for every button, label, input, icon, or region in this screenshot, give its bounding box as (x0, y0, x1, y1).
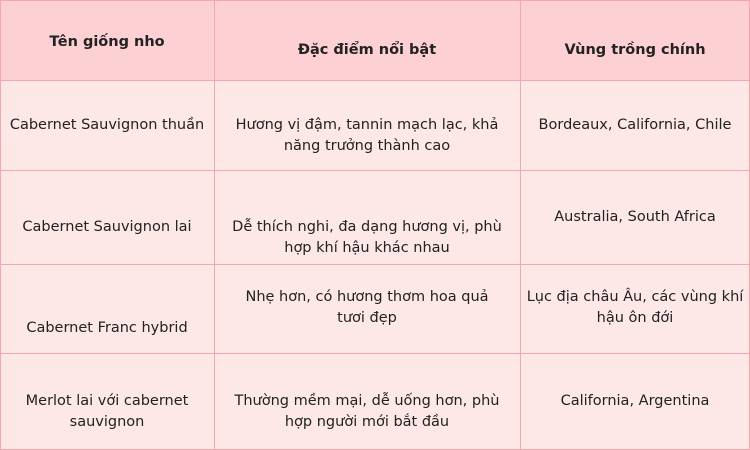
table-cell-r4-grape: Merlot lai với cabernet sauvignon (25, 393, 189, 430)
row-divider (0, 353, 750, 354)
header-grape-name: Tên giống nho (0, 0, 214, 81)
table-cell-r2-characteristics: Dễ thích nghi, đa dạng hương vị, phù hợp khí hậu khác nhau (232, 219, 502, 256)
header-characteristics: Đặc điểm nổi bật (214, 0, 520, 81)
table-cell-r2-region: Australia, South Africa (554, 209, 716, 225)
row-divider (0, 0, 750, 1)
header-growing-region: Vùng trồng chính (520, 0, 750, 81)
table-cell-r3-characteristics: Nhẹ hơn, có hương thơm hoa quả tươi đẹp (245, 289, 489, 326)
row-divider (0, 264, 750, 265)
column-divider (0, 0, 1, 450)
table-cell-r3-grape: Cabernet Franc hybrid (26, 320, 188, 336)
column-divider (214, 0, 215, 450)
table-cell-r4-region: California, Argentina (560, 393, 710, 409)
table-cell-r1-characteristics: Hương vị đậm, tannin mạch lạc, khả năng trưởng thành cao (235, 117, 499, 154)
table-cell-r2-grape: Cabernet Sauvignon lai (22, 219, 192, 235)
row-divider (0, 80, 750, 81)
table-cell-r3-region: Lục địa châu Âu, các vùng khí hậu ôn đới (526, 289, 744, 326)
table-cell-r1-region: Bordeaux, California, Chile (538, 117, 732, 133)
row-divider (0, 170, 750, 171)
table-cell-r4-characteristics: Thường mềm mại, dễ uống hơn, phù hợp người mới bắt đầu (234, 393, 500, 430)
table-cell-r1-grape: Cabernet Sauvignon thuần (9, 117, 205, 133)
column-divider (520, 0, 521, 450)
